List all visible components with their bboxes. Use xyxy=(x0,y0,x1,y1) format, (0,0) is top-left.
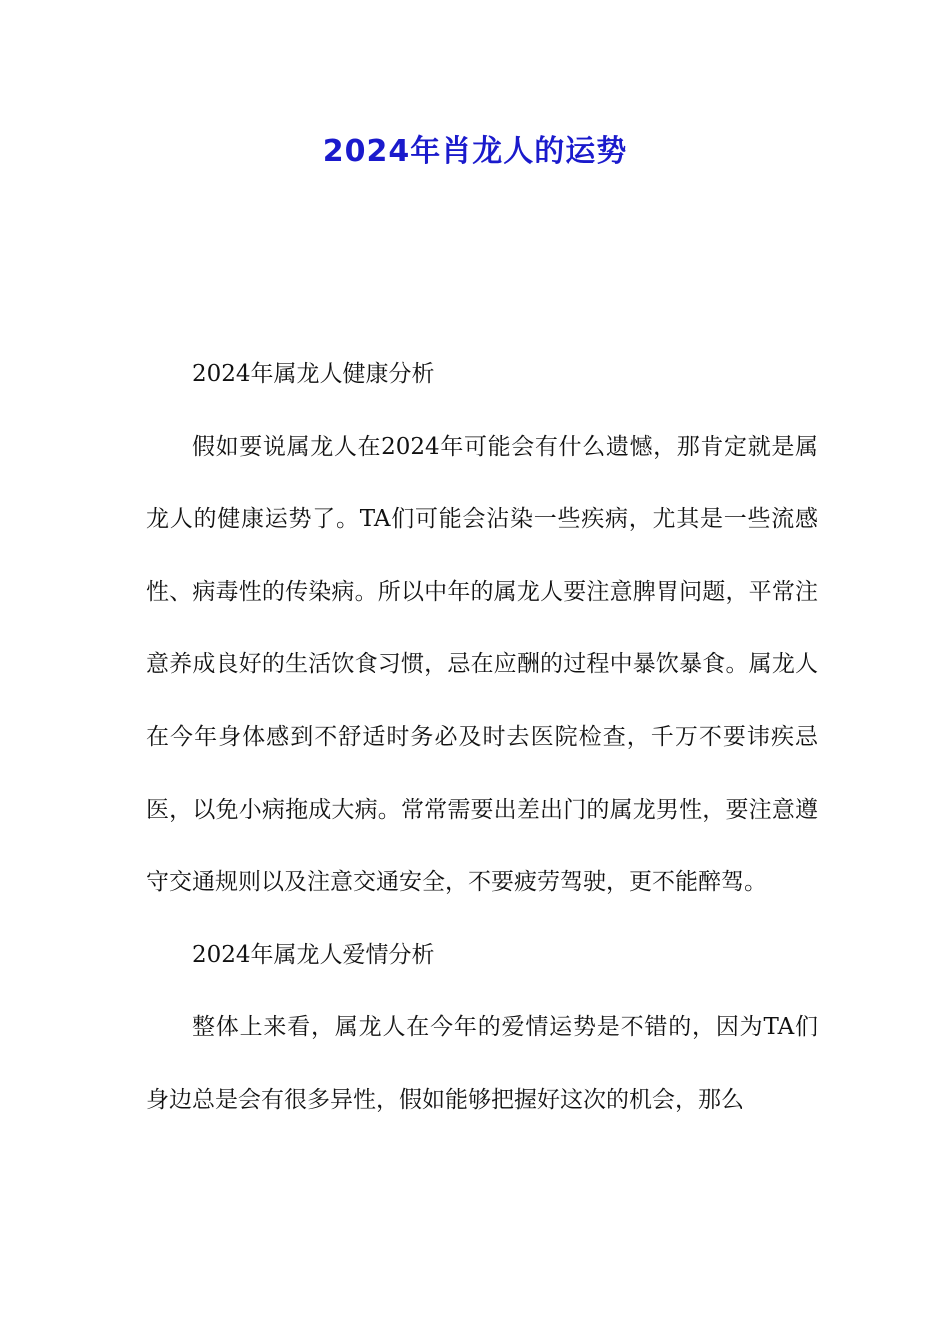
document-title: 2024年肖龙人的运势 xyxy=(322,134,628,169)
section-heading-health: 2024年属龙人健康分析 xyxy=(192,361,435,387)
section-heading-love: 2024年属龙人爱情分析 xyxy=(192,941,435,968)
paragraph-love: 整体上来看，属龙人在今年的爱情运势是不错的，因为TA们身边总是会有很多异性，假如能够把握好这次的机会，那么 xyxy=(146,1014,818,1113)
document-body xyxy=(146,338,818,1137)
paragraph-health: 假如要说属龙人在2024年可能会有什么遗憾，那肯定就是属龙人的健康运势了。TA们可能会沾染一些疾病，尤其是一些流感性、病毒性的传染病。所以中年的属龙人要注意脾胃问题，平常注意养成良好的生活饮食习惯，忌在应酬的过程中暴饮暴食。属龙人在今年身体感到不舒适时务必及时去医院检查，千万不要讳疾忌医，以免小病拖成大病。常常需要出差出门的属龙男性，要注意遵守交通规则以及注意交通安全，不要疲劳驾驶，更不能醉驾。 xyxy=(146,433,818,896)
